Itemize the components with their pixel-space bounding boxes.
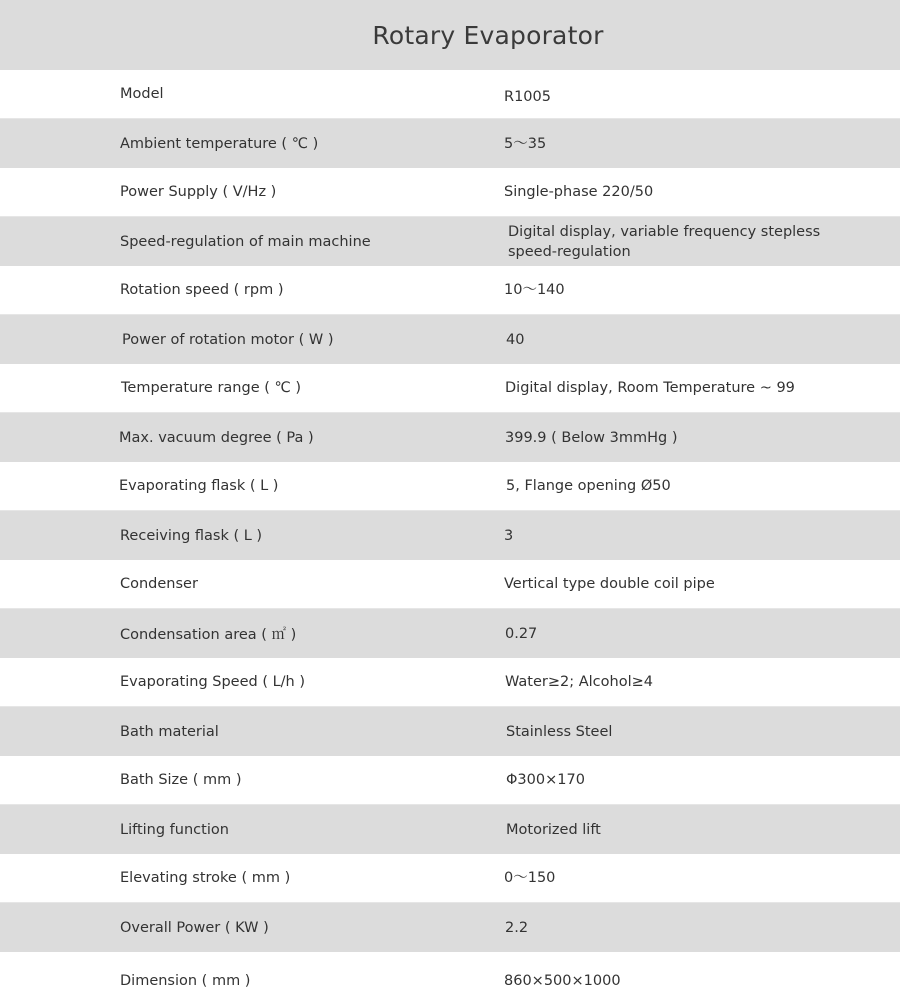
spec-value: Φ300×170 bbox=[506, 772, 585, 788]
spec-row-speed-regulation bbox=[0, 217, 900, 266]
spec-value: 0～150 bbox=[504, 870, 556, 886]
spec-label: Power of rotation motor ( W ) bbox=[122, 331, 334, 348]
spec-label: Receiving flask ( L ) bbox=[120, 527, 263, 544]
spec-label: Rotation speed ( rpm ) bbox=[120, 282, 284, 298]
spec-row-lifting-function bbox=[0, 805, 900, 854]
spec-row-model bbox=[0, 70, 900, 119]
spec-row-evaporating-flask bbox=[0, 462, 900, 511]
spec-label: Bath Size ( mm ) bbox=[120, 772, 242, 788]
spec-row-evaporating-speed bbox=[0, 658, 900, 707]
spec-value: 399.9 ( Below 3mmHg ) bbox=[505, 429, 678, 446]
spec-value: 40 bbox=[506, 331, 525, 348]
spec-value: 5～35 bbox=[504, 135, 547, 152]
spec-row-receiving-flask bbox=[0, 511, 900, 560]
spec-value: 3 bbox=[504, 527, 514, 544]
spec-label: Condensation area ( ㎡ ) bbox=[120, 627, 297, 643]
spec-value: Digital display, variable frequency stepless speed-regulation bbox=[508, 223, 821, 260]
spec-label: Power Supply ( V/Hz ) bbox=[120, 184, 277, 200]
spec-label: Evaporating flask ( L ) bbox=[119, 478, 279, 494]
spec-value: Digital display, Room Temperature ~ 99 bbox=[505, 380, 795, 396]
table-title-row bbox=[0, 0, 900, 70]
spec-row-power-supply bbox=[0, 168, 900, 217]
spec-value: 5, Flange opening Ø50 bbox=[506, 478, 671, 494]
spec-value: 0.27 bbox=[505, 625, 538, 642]
spec-label: Evaporating Speed ( L/h ) bbox=[120, 674, 306, 690]
spec-row-max-vacuum bbox=[0, 413, 900, 462]
spec-value: R1005 bbox=[504, 89, 551, 105]
spec-value: 860×500×1000 bbox=[504, 972, 621, 989]
spec-label: Dimension ( mm ) bbox=[120, 972, 251, 989]
spec-label: Condenser bbox=[120, 576, 198, 592]
spec-row-bath-material bbox=[0, 707, 900, 756]
spec-label: Ambient temperature ( ℃ ) bbox=[120, 135, 319, 152]
spec-value: Water≥2; Alcohol≥4 bbox=[505, 674, 653, 690]
spec-row-dimension bbox=[0, 952, 900, 1001]
spec-label: Speed-regulation of main machine bbox=[120, 233, 371, 250]
spec-label: Lifting function bbox=[120, 821, 229, 838]
spec-value: Single-phase 220/50 bbox=[504, 184, 654, 200]
spec-value: 10～140 bbox=[504, 282, 565, 298]
spec-label: Overall Power ( KW ) bbox=[120, 919, 269, 936]
spec-row-elevating-stroke bbox=[0, 854, 900, 903]
spec-row-rotation-motor-power bbox=[0, 315, 900, 364]
spec-value: Motorized lift bbox=[506, 821, 601, 838]
spec-row-overall-power bbox=[0, 903, 900, 952]
spec-value: Vertical type double coil pipe bbox=[504, 576, 715, 592]
spec-value: Stainless Steel bbox=[506, 723, 613, 740]
spec-value: 2.2 bbox=[505, 919, 529, 936]
spec-label: Elevating stroke ( mm ) bbox=[120, 870, 291, 886]
spec-label: Bath material bbox=[120, 723, 219, 740]
spec-row-ambient-temperature bbox=[0, 119, 900, 168]
spec-label: Temperature range ( ℃ ) bbox=[121, 380, 302, 396]
spec-label: Max. vacuum degree ( Pa ) bbox=[119, 429, 314, 446]
spec-row-temperature-range bbox=[0, 364, 900, 413]
table-title: Rotary Evaporator bbox=[372, 20, 604, 50]
spec-row-bath-size bbox=[0, 756, 900, 805]
spec-label: Model bbox=[120, 86, 164, 102]
spec-row-condensation-area bbox=[0, 609, 900, 658]
spec-row-condenser bbox=[0, 560, 900, 609]
spec-row-rotation-speed bbox=[0, 266, 900, 315]
